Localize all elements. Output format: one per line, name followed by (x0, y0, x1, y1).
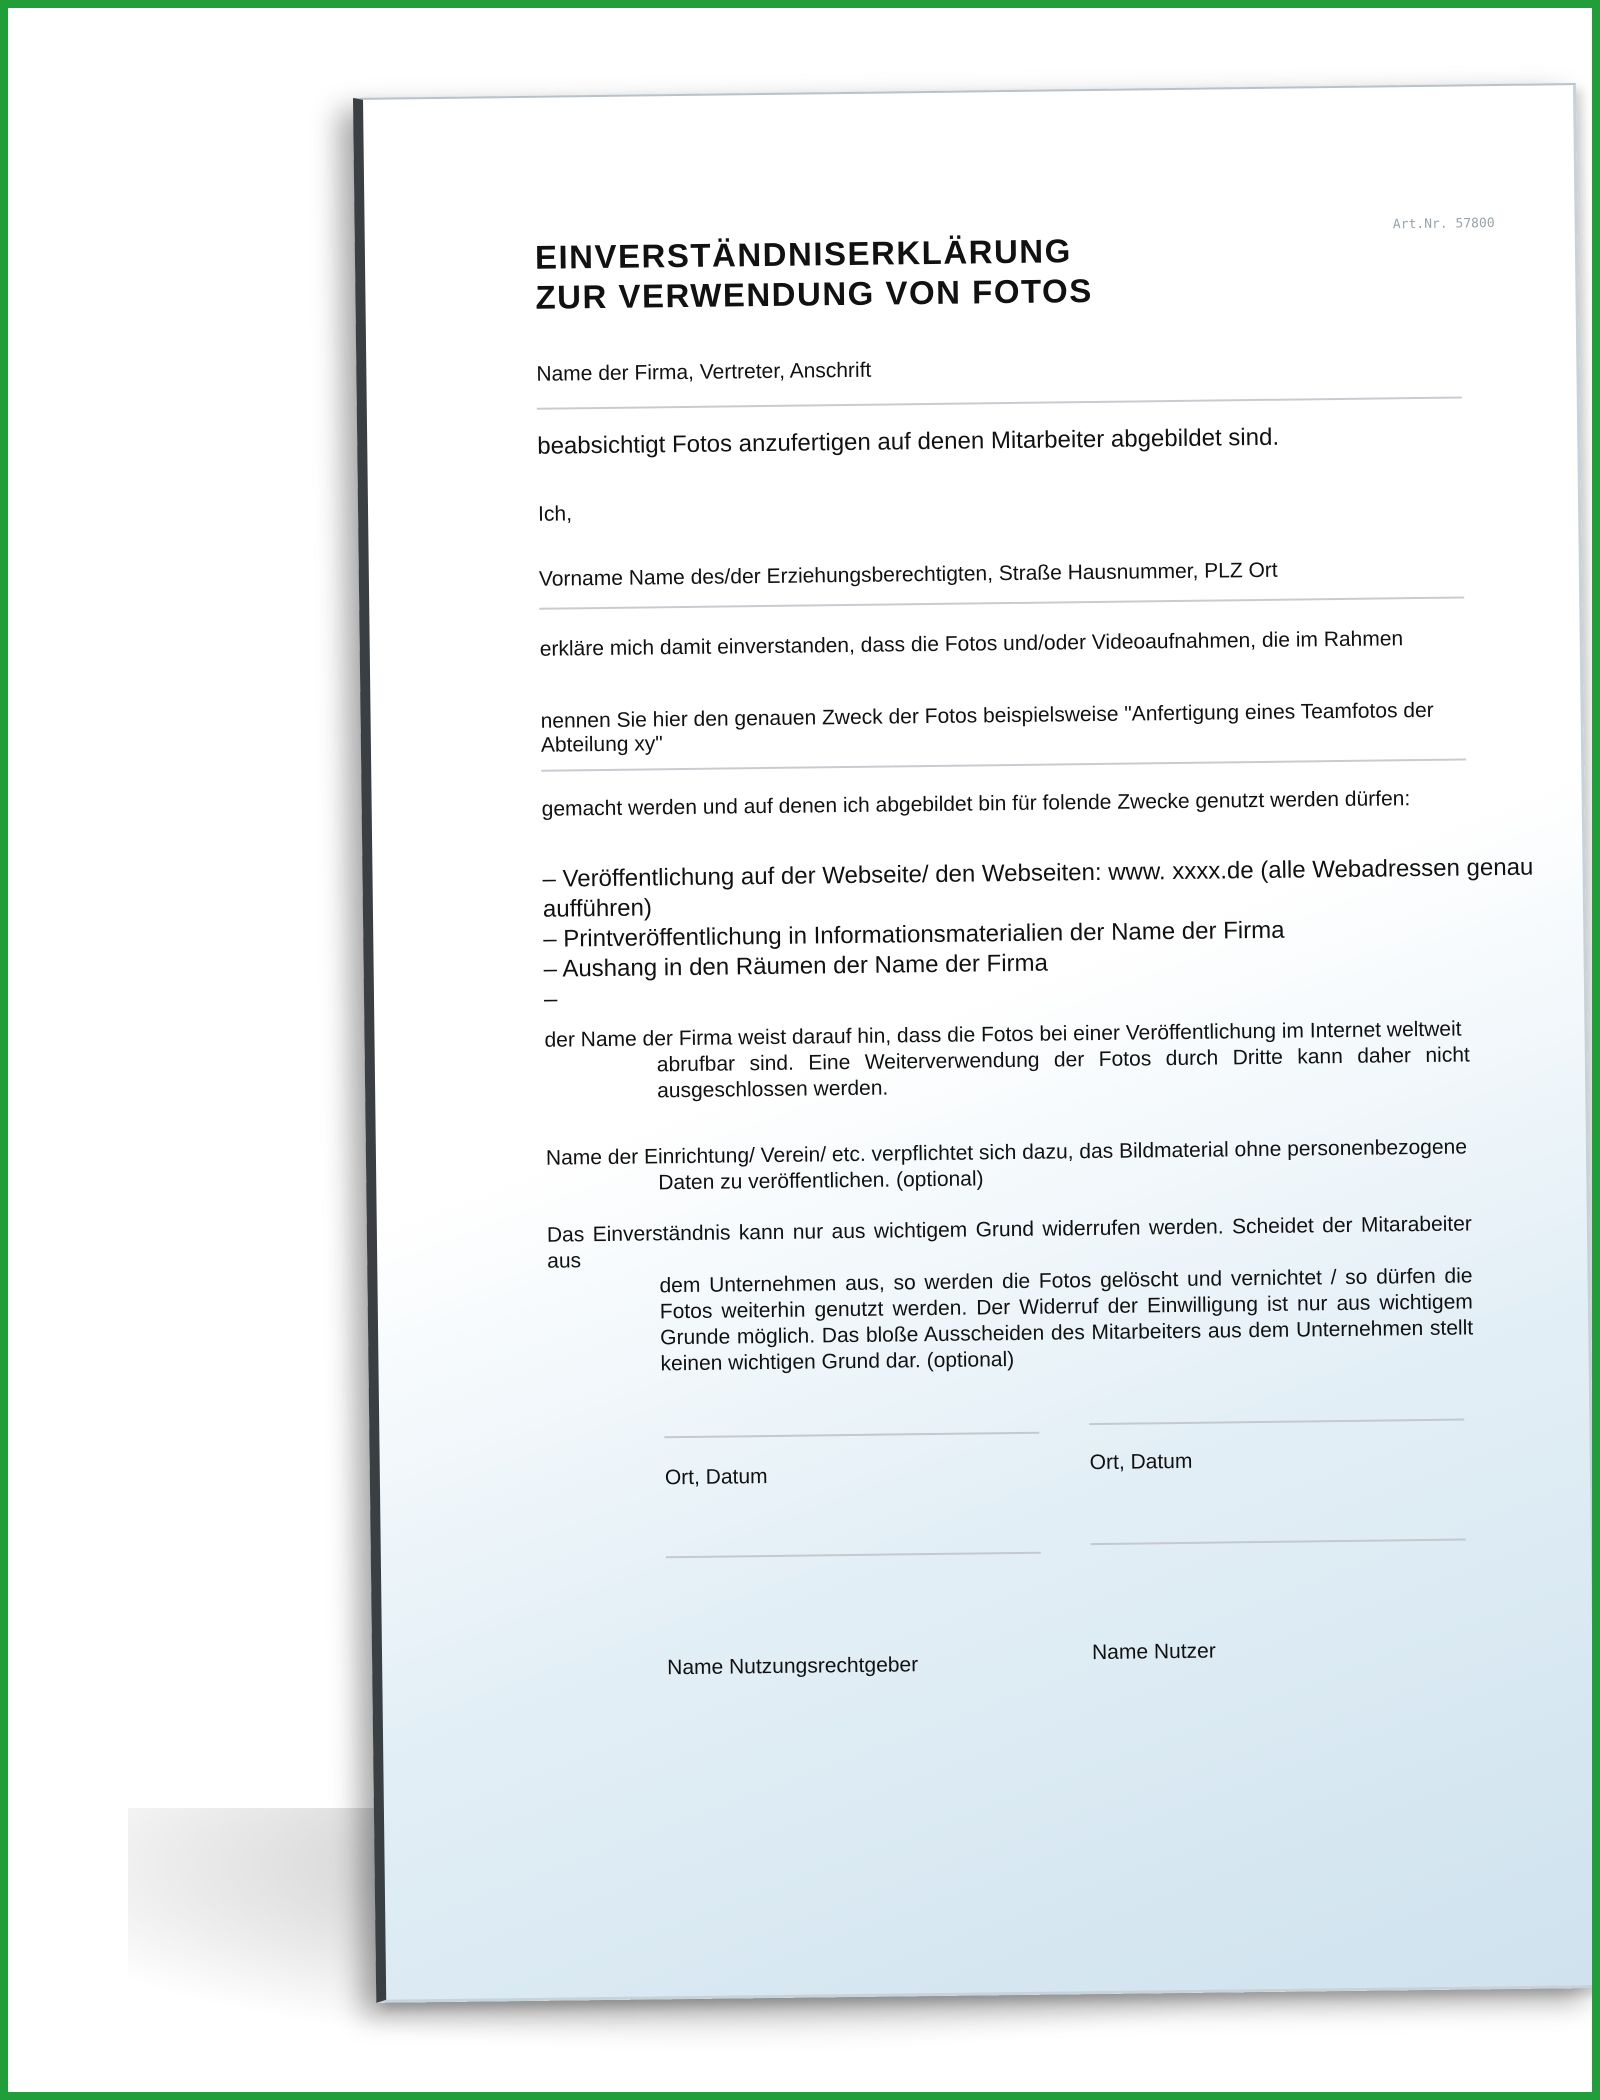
title-line-1: EINVERSTÄNDNISERKLÄRUNG (534, 232, 1073, 276)
revocation-rest: dem Unternehmen aus, so werden die Fotos gelöscht und vernichtet / so dürfen die Fotos weiterhin genutzt werden. Der Widerruf der Einwilligung ist nur aus wichtigem Grunde möglich. Das bloße Ausscheiden des Mitarbeiters aus dem Unternehmen stellt keinen wichtigen Grund dar. (optional) (659, 1264, 1474, 1376)
left-place-date-label: Ort, Datum (664, 1465, 768, 1490)
left-name-label: Name Nutzungsrechtgeber (667, 1653, 919, 1680)
title-line-2: ZUR VERWENDUNG VON FOTOS (535, 271, 1093, 316)
right-name-label: Name Nutzer (1091, 1639, 1216, 1665)
usage-item-1: – Veröffentlichung auf der Webseite/ den Webseiten: www. xxxx.de (alle Webadressen genau (542, 853, 1534, 893)
usage-item-1-cont: aufführen) (542, 894, 653, 923)
signature-line-left-place (664, 1432, 1039, 1439)
person-label: Vorname Name des/der Erziehungsberechtigten, Straße Hausnummer, PLZ Ort (538, 558, 1278, 591)
revocation-first-line: Das Einverständnis kann nur aus wichtigem Grund widerrufen werden. Scheidet der Mitarabeiter aus (546, 1212, 1472, 1273)
notice-first-line: der Name der Firma weist darauf hin, dass die Fotos bei einer Veröffentlichung im Internet weltweit (544, 1017, 1462, 1052)
usage-item-3: – Aushang in den Räumen der Name der Firma (543, 949, 1049, 983)
usage-item-4: – (543, 985, 558, 1013)
obligation-paragraph (546, 1134, 1472, 1197)
intent-text: beabsichtigt Fotos anzufertigen auf denen Mitarbeiter abgebildet sind. (537, 423, 1280, 460)
usage-intro: gemacht werden und auf denen ich abgebildet bin für folende Zwecke genutzt werden dürfen: (541, 787, 1411, 821)
article-number: Art.Nr. 57800 (1392, 216, 1495, 233)
consent-text: erkläre mich damit einverstanden, dass die Fotos und/oder Videoaufnahmen, die im Rahmen (539, 627, 1404, 661)
signature-line-left-name (666, 1552, 1041, 1559)
ich-text: Ich, (537, 502, 573, 526)
signature-line-right-name (1091, 1539, 1466, 1546)
person-field-line (539, 596, 1464, 609)
company-field-line (537, 396, 1462, 409)
signature-line-right-place (1089, 1419, 1464, 1426)
company-label: Name der Firma, Vertreter, Anschrift (536, 358, 872, 386)
purpose-field-line (541, 758, 1466, 771)
notice-paragraph (544, 1016, 1470, 1105)
revocation-paragraph (547, 1211, 1474, 1378)
usage-item-2: – Printveröffentlichung in Informationsmaterialien der Name der Firma (543, 916, 1285, 953)
document-title (535, 231, 1093, 318)
obligation-rest: Daten zu veröffentlichen. (optional) (658, 1167, 984, 1195)
purpose-line-1: nennen Sie hier den genauen Zweck der Fotos beispielsweise "Anfertigung eines Teamfotos der (540, 698, 1434, 733)
document-page (353, 83, 1599, 2003)
obligation-first-line: Name der Einrichtung/ Verein/ etc. verpflichtet sich dazu, das Bildmaterial ohne personenbezogene (545, 1135, 1468, 1170)
notice-rest: abrufbar sind. Eine Weiterverwendung der Fotos durch Dritte kann daher nicht ausgeschlossen werden. (656, 1043, 1470, 1103)
purpose-line-2: Abteilung xy" (540, 732, 663, 757)
right-place-date-label: Ort, Datum (1089, 1449, 1193, 1475)
